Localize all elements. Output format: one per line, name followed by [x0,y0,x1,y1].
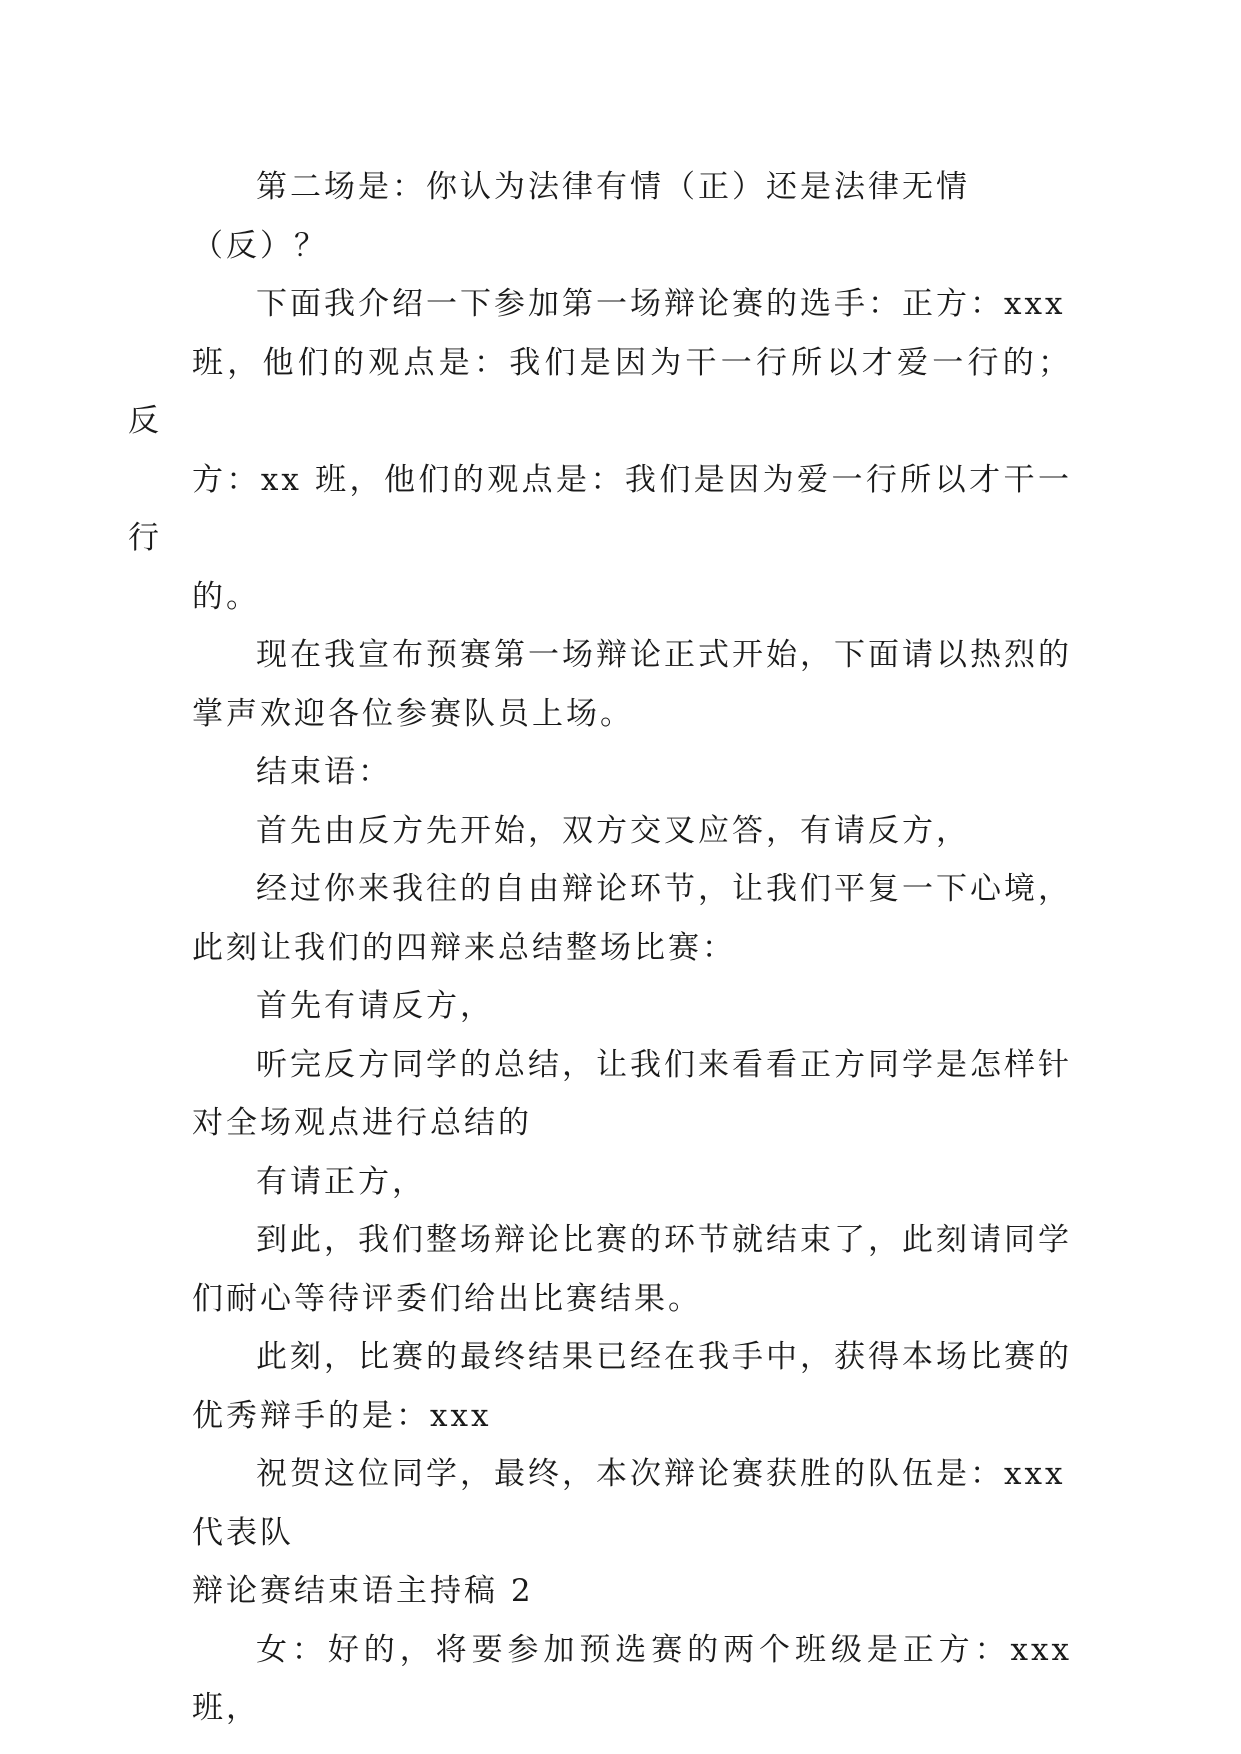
paragraph [192,1328,1072,1445]
paragraph [192,1153,1072,1212]
paragraph [192,1211,1072,1328]
paragraph [192,158,1072,275]
paragraph [128,275,1072,626]
text-line: 第二场是：你认为法律有情（正）还是法律无情 [256,169,970,205]
text-line: 祝贺这位同学，最终，本次辩论赛获胜的队伍是：xxx [256,1456,1066,1492]
text-line: 女：好的，将要参加预选赛的两个班级是正方：xxx 班， [192,1631,1072,1726]
text-line: 首先由反方先开始，双方交叉应答，有请反方， [256,812,970,849]
text-line: 对全场观点进行总结的 [192,1105,532,1141]
paragraph [192,802,1072,861]
text-line: 优秀辩手的是：xxx [192,1397,492,1434]
text-line: 现在我宣布预赛第一场辩论正式开始，下面请以热烈的 [256,637,1072,673]
text-line: 听完反方同学的总结，让我们来看看正方同学是怎样针 [256,1046,1072,1083]
text-line: （反）？ [192,227,328,264]
text-line: 有请正方， [256,1163,426,1200]
text-line: 掌声欢迎各位参赛队员上场。 [192,695,634,732]
section-heading [192,1562,1072,1621]
paragraph [192,626,1072,743]
paragraph [192,1445,1072,1562]
text-line: 此刻让我们的四辩来总结整场比赛： [192,929,736,966]
text-line: 下面我介绍一下参加第一场辩论赛的选手：正方：xxx [256,286,1066,322]
paragraph [192,1036,1072,1153]
text-line: 此刻，比赛的最终结果已经在我手中，获得本场比赛的 [256,1339,1072,1375]
text-line: 结束语： [256,754,392,790]
paragraph [192,860,1072,977]
text-line: 班，他们的观点是：我们是因为干一行所以才爱一行的；反 [128,344,1072,439]
text-line: 代表队 [192,1514,294,1551]
paragraph [192,743,1072,802]
document-body [128,158,1072,1738]
text-line: 的。 [192,578,260,615]
text-line: 辩论赛结束语主持稿 2 [192,1573,534,1609]
text-line: 到此，我们整场辩论比赛的环节就结束了，此刻请同学 [256,1222,1072,1258]
text-line: 经过你来我往的自由辩论环节，让我们平复一下心境， [256,871,1072,907]
text-line: 们耐心等待评委们给出比赛结果。 [192,1280,702,1317]
text-line: 方：xx 班，他们的观点是：我们是因为爱一行所以才干一行 [128,461,1072,556]
text-line: 首先有请反方， [256,988,494,1024]
paragraph [192,977,1072,1036]
paragraph [192,1621,1072,1738]
